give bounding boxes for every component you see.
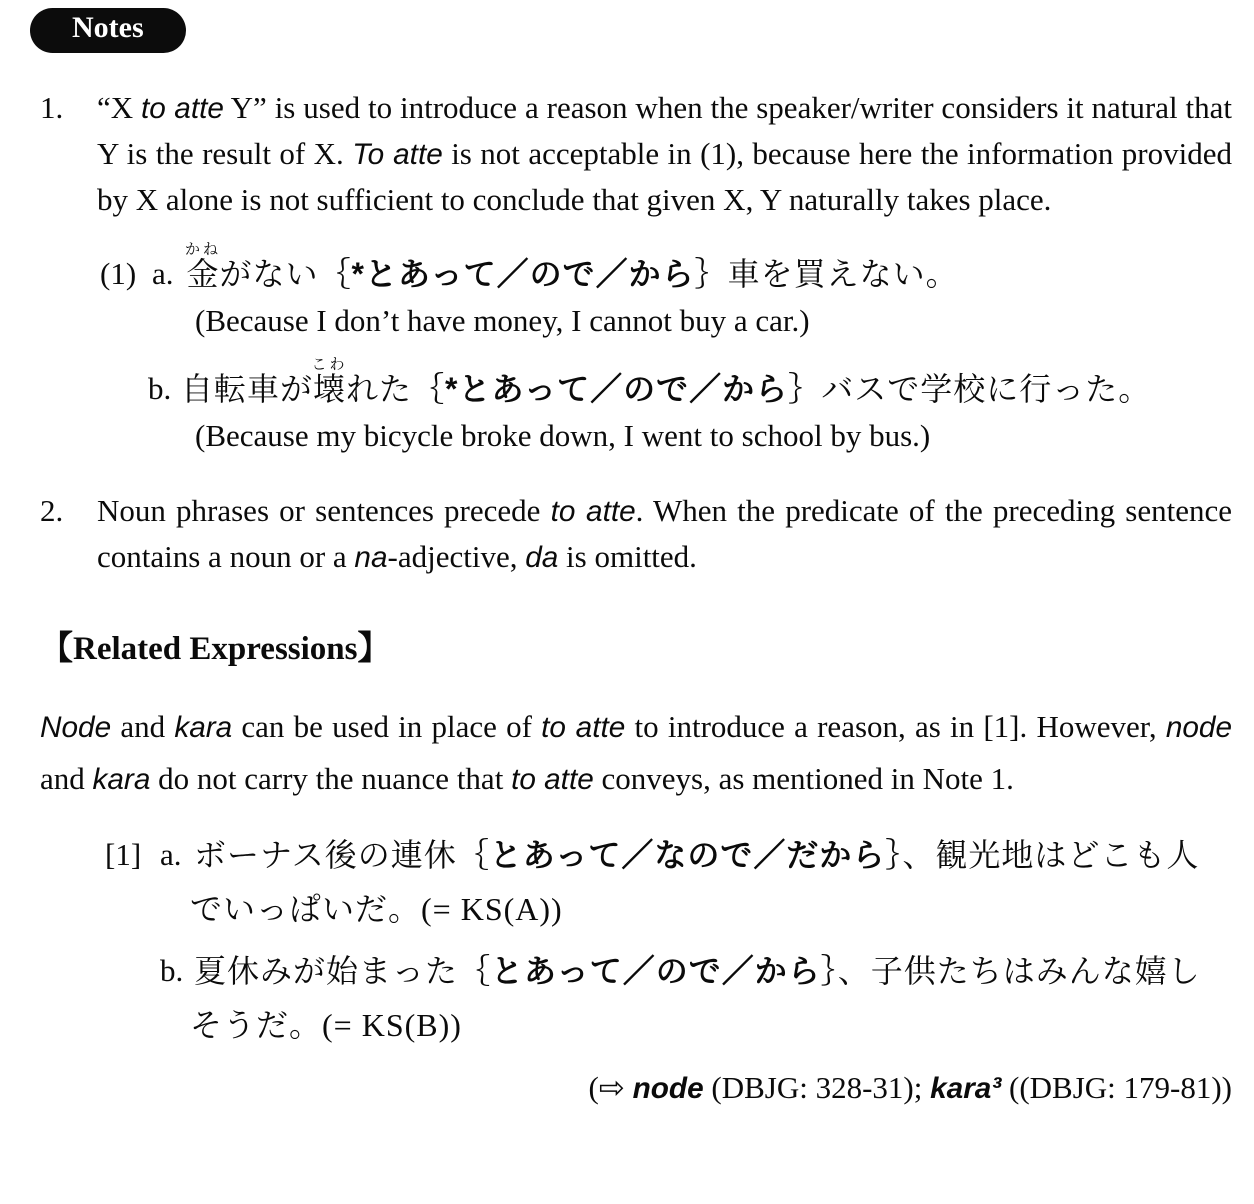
note-1-number: 1. bbox=[40, 90, 64, 125]
example-1b-translation: (Because my bicycle broke down, I went to school by bus.) bbox=[195, 417, 931, 453]
example-1b-japanese: 自転車が壊こわれた｛*とあって／ので／から｝バスで学校に行った。 bbox=[181, 356, 1152, 407]
example-1b-row bbox=[148, 357, 1232, 409]
notes-badge bbox=[30, 8, 186, 53]
note-1-text: “X to atte Y” is used to introduce a reason when the speaker/writer considers it natural that Y is the result of X. To atte is not acceptable in (1), because here the information provided by X alone is not sufficient to conclude that given X, Y naturally takes place. bbox=[97, 90, 1233, 217]
related-example-1a-letter: a. bbox=[160, 836, 182, 872]
note-2-number: 2. bbox=[40, 492, 64, 528]
example-1-label: (1) bbox=[100, 256, 137, 292]
related-example-1b-letter: b. bbox=[160, 952, 184, 988]
related-example-1b-row bbox=[160, 951, 1232, 991]
example-1a-japanese: 金かねがない｛*とあって／ので／から｝車を買えない。 bbox=[185, 242, 959, 292]
note-item-2 bbox=[40, 488, 1232, 580]
note-2-text: Noun phrases or sentences precede to atte. When the predicate of the preceding sentence contains a noun or a na-adjective, da is omitted. bbox=[97, 492, 1232, 574]
example-1b-letter: b. bbox=[148, 371, 172, 406]
related-expressions-heading: 【Related Expressions】 bbox=[40, 630, 391, 667]
related-example-1a-japanese-line1: ボーナス後の連休｛とあって／なので／だから｝、観光地はどこも人 bbox=[194, 836, 1200, 873]
related-example-1b-japanese-line1: 夏休みが始まった｛とあって／ので／から｝、子供たちはみんな嬉し bbox=[194, 952, 1201, 989]
example-1a-row bbox=[100, 242, 1232, 294]
note-item-1 bbox=[40, 85, 1232, 222]
cross-reference-line: (⇨ node (DBJG: 328-31); kara³ ((DBJG: 179-81)) bbox=[588, 1069, 1232, 1105]
notes-badge-label: Notes bbox=[72, 11, 144, 44]
example-1a-translation: (Because I don’t have money, I cannot buy a car.) bbox=[195, 303, 810, 338]
related-example-1a-row bbox=[105, 835, 1232, 875]
related-example-1b-japanese-line2: そうだ。(= KS(B)) bbox=[190, 1006, 462, 1043]
related-example-1a-japanese-line2: でいっぱいだ。(= KS(A)) bbox=[190, 890, 563, 927]
related-example-label: [1] bbox=[105, 836, 142, 872]
example-1a-letter: a. bbox=[152, 256, 174, 292]
related-expressions-text: Node and kara can be used in place of to atte to introduce a reason, as in [1]. However, node and kara do not carry the nuance that to atte conveys, as mentioned in Note 1. bbox=[40, 708, 1232, 796]
